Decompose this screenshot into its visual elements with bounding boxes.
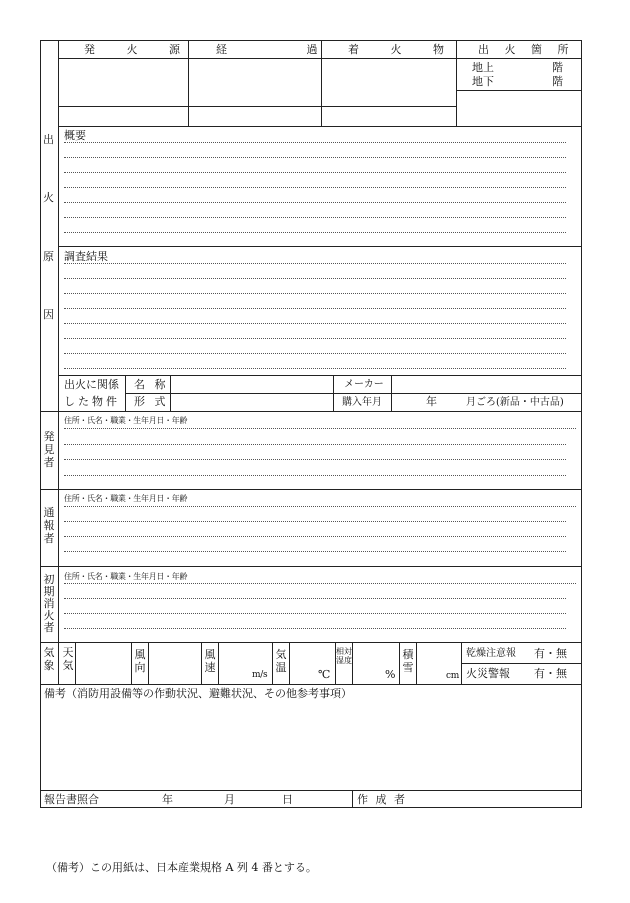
reporter-line[interactable] — [64, 551, 566, 552]
discoverer-line[interactable] — [64, 444, 566, 445]
side-column-divider — [58, 40, 59, 642]
purchase-month-note: 月ごろ(新品・中古品) — [466, 397, 564, 408]
investigation-line[interactable] — [64, 368, 566, 369]
reporter-line[interactable] — [64, 506, 576, 507]
row-rule — [58, 246, 582, 247]
col-divider — [75, 642, 76, 684]
maker-field[interactable] — [393, 377, 580, 392]
discoverer-line[interactable] — [64, 459, 566, 460]
cause-char-4: 因 — [43, 308, 54, 321]
report-month-unit: 月 — [224, 793, 235, 806]
paper-size-note: （備考）この用紙は、日本産業規格 A 列 4 番とする。 — [46, 861, 317, 874]
col-divider — [58, 642, 59, 684]
overview-line[interactable] — [64, 187, 566, 188]
cause-char-2: 火 — [43, 191, 54, 204]
report-day-unit: 日 — [282, 793, 293, 806]
snow-unit: cm — [446, 671, 459, 681]
row-rule — [58, 106, 456, 107]
wind-speed-label: 風速 — [204, 648, 216, 674]
overview-label: 概要 — [64, 129, 86, 142]
object-name-field[interactable] — [172, 377, 331, 392]
investigation-line[interactable] — [64, 278, 566, 279]
discoverer-label: 発見者 — [43, 430, 55, 469]
col-divider — [272, 642, 273, 684]
remarks-label: 備考（消防用設備等の作動状況、避難状況、その他参考事項） — [44, 687, 352, 700]
floor-below-unit: 階 — [552, 75, 563, 88]
floor-above-unit: 階 — [552, 61, 563, 74]
row-rule — [58, 126, 582, 127]
investigation-line[interactable] — [64, 293, 566, 294]
header-fire-location: 出 火 箇 所 — [478, 43, 575, 56]
humidity-unit: % — [385, 668, 396, 681]
investigation-line[interactable] — [64, 338, 566, 339]
header-fire-source: 発 火 源 — [84, 43, 194, 56]
fire-warning-label: 火災警報 — [466, 667, 510, 680]
reporter-line[interactable] — [64, 521, 566, 522]
extinguisher-line[interactable] — [64, 598, 566, 599]
col-divider — [125, 375, 126, 411]
row-rule — [40, 489, 582, 490]
overview-line[interactable] — [64, 202, 566, 203]
row-rule — [40, 566, 582, 567]
col-divider — [416, 642, 417, 684]
temperature-label: 気温 — [275, 648, 287, 674]
wind-speed-unit: m/s — [252, 670, 268, 680]
extinguisher-line[interactable] — [64, 583, 576, 584]
purchase-year-unit: 年 — [426, 395, 437, 408]
row-rule — [40, 684, 582, 685]
reporter-info-label: 住所・氏名・職業・生年月日・年齢 — [64, 494, 188, 503]
report-reference-label: 報告書照合 — [44, 793, 99, 806]
overview-line[interactable] — [64, 142, 566, 143]
maker-label: メーカー — [344, 379, 384, 390]
row-rule — [125, 393, 582, 394]
overview-line[interactable] — [64, 157, 566, 158]
investigation-line[interactable] — [64, 353, 566, 354]
col-divider — [333, 375, 334, 411]
row-rule — [58, 375, 582, 376]
investigation-label: 調査結果 — [64, 250, 108, 263]
col-divider — [148, 642, 149, 684]
investigation-line[interactable] — [64, 308, 566, 309]
related-object-label-1: 出火に関係 — [64, 378, 119, 391]
extinguisher-info-label: 住所・氏名・職業・生年月日・年齢 — [64, 572, 188, 581]
overview-line[interactable] — [64, 232, 566, 233]
col-divider — [391, 375, 392, 411]
floor-above-label: 地上 — [472, 61, 494, 74]
dry-warning-choice[interactable]: 有・無 — [534, 647, 567, 660]
investigation-line[interactable] — [64, 263, 566, 264]
cause-char-3: 原 — [43, 250, 54, 263]
sky-label: 天気 — [62, 646, 74, 672]
dry-warning-label: 乾燥注意報 — [466, 648, 516, 659]
header-process: 経 過 — [216, 43, 356, 56]
extinguisher-label: 初期消火者 — [43, 573, 55, 634]
author-label: 作 成 者 — [357, 793, 407, 806]
row-rule — [40, 642, 582, 643]
row-rule — [456, 90, 582, 91]
row-rule — [40, 411, 582, 412]
col-divider — [131, 642, 132, 684]
reporter-label: 通報者 — [43, 506, 55, 545]
temperature-unit: ℃ — [318, 668, 331, 681]
discoverer-line[interactable] — [64, 475, 566, 476]
report-year-unit: 年 — [162, 793, 173, 806]
row-rule — [461, 663, 582, 664]
related-object-label-2: した物件 — [64, 395, 120, 408]
wind-direction-label: 風向 — [134, 648, 146, 674]
extinguisher-line[interactable] — [64, 613, 566, 614]
object-model-label: 形 式 — [134, 395, 169, 408]
cause-char-1: 出 — [43, 133, 54, 146]
discoverer-line[interactable] — [64, 428, 576, 429]
col-divider — [170, 375, 171, 411]
overview-line[interactable] — [64, 217, 566, 218]
col-divider — [352, 790, 353, 808]
discoverer-info-label: 住所・氏名・職業・生年月日・年齢 — [64, 416, 188, 425]
col-divider — [289, 642, 290, 684]
extinguisher-line[interactable] — [64, 628, 566, 629]
floor-below-label: 地下 — [472, 75, 494, 88]
col-divider — [201, 642, 202, 684]
header-ignited-object: 着 火 物 — [348, 43, 458, 56]
overview-line[interactable] — [64, 172, 566, 173]
humidity-label: 相対湿度 — [336, 647, 352, 665]
author-field[interactable] — [410, 792, 580, 806]
snow-label: 積雪 — [402, 648, 414, 674]
remarks-field[interactable] — [42, 704, 580, 788]
object-name-label: 名 称 — [134, 378, 169, 391]
investigation-line[interactable] — [64, 323, 566, 324]
reporter-line[interactable] — [64, 536, 566, 537]
object-model-field[interactable] — [172, 395, 331, 410]
col-divider — [399, 642, 400, 684]
col-divider — [352, 642, 353, 684]
fire-warning-choice[interactable]: 有・無 — [534, 667, 567, 680]
purchase-date-label: 購入年月 — [342, 397, 382, 408]
header-rule — [58, 58, 582, 59]
row-rule — [40, 790, 582, 791]
col-divider — [218, 642, 219, 684]
weather-label: 気象 — [43, 646, 55, 672]
